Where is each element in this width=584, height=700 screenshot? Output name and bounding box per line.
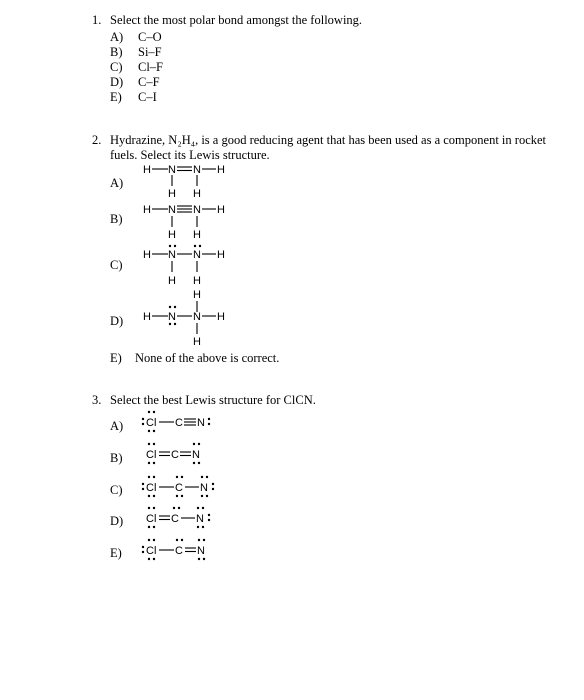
atom-n: N [193, 164, 201, 176]
atom-n: N [168, 311, 176, 323]
atom-h: H [168, 229, 176, 241]
atom-n: N [197, 417, 205, 429]
atom-c: C [175, 482, 183, 494]
q3-option-b-letter: B) [110, 451, 123, 465]
q3-option-c-letter: C) [110, 483, 123, 497]
atom-cl: Cl [146, 482, 157, 494]
q2-option-e-text: None of the above is correct. [135, 351, 280, 365]
atom-h: H [217, 164, 225, 176]
atom-n: N [193, 204, 201, 216]
q2-option-b-letter: B) [110, 212, 123, 226]
atom-h: H [168, 188, 176, 200]
q1-option-c-text: Cl–F [138, 60, 164, 74]
atom-h: H [143, 164, 151, 176]
q2-option-e-letter: E) [110, 351, 122, 365]
atom-c: C [171, 449, 179, 461]
atom-c: C [171, 513, 179, 525]
atom-h: H [193, 229, 201, 241]
atom-cl: Cl [146, 417, 157, 429]
atom-h: H [193, 188, 201, 200]
atom-c: C [175, 417, 183, 429]
q2-option-c-letter: C) [110, 258, 123, 272]
q3-option-d-letter: D) [110, 514, 124, 528]
atom-n: N [192, 449, 200, 461]
q1-option-c-letter: C) [110, 60, 123, 74]
atom-n: N [200, 482, 208, 494]
atom-h: H [143, 204, 151, 216]
atom-h: H [217, 311, 225, 323]
atom-n: N [168, 204, 176, 216]
q1-option-a-letter: A) [110, 30, 124, 44]
q1-number: 1. [92, 13, 102, 27]
atom-h: H [217, 249, 225, 261]
atom-n: N [196, 513, 204, 525]
atom-h: H [143, 249, 151, 261]
q2-option-d-letter: D) [110, 314, 124, 328]
q3-option-a-letter: A) [110, 419, 124, 433]
atom-n: N [193, 249, 201, 261]
q1-option-d-letter: D) [110, 75, 124, 89]
atom-n: N [193, 311, 201, 323]
atom-h: H [193, 289, 201, 301]
q3-question-text: Select the best Lewis structure for ClCN. [110, 393, 316, 407]
q1-option-b-letter: B) [110, 45, 123, 59]
atom-h: H [217, 204, 225, 216]
atom-c: C [175, 545, 183, 557]
q1-option-e-letter: E) [110, 90, 122, 104]
atom-cl: Cl [146, 545, 157, 557]
atom-cl: Cl [146, 513, 157, 525]
q2-question-line1: Hydrazine, N₂H₄, is a good reducing agent that has been used as a component in rocket [110, 133, 547, 147]
q1-question-text: Select the most polar bond amongst the following. [110, 13, 363, 27]
q2-option-a-letter: A) [110, 176, 124, 190]
atom-h: H [193, 336, 201, 348]
q3-number: 3. [92, 393, 102, 407]
q2-question-line2: fuels. Select its Lewis structure. [110, 148, 270, 162]
q1-option-d-text: C–F [138, 75, 160, 89]
atom-n: N [168, 164, 176, 176]
q2-number: 2. [92, 133, 102, 147]
atom-h: H [168, 275, 176, 287]
atom-n: N [168, 249, 176, 261]
q1-option-e-text: C–I [138, 90, 157, 104]
atom-n: N [197, 545, 205, 557]
atom-h: H [193, 275, 201, 287]
q1-option-a-text: C–O [138, 30, 162, 44]
q1-option-b-text: Si–F [138, 45, 162, 59]
atom-cl: Cl [146, 449, 157, 461]
q3-option-e-letter: E) [110, 546, 122, 560]
atom-h: H [143, 311, 151, 323]
